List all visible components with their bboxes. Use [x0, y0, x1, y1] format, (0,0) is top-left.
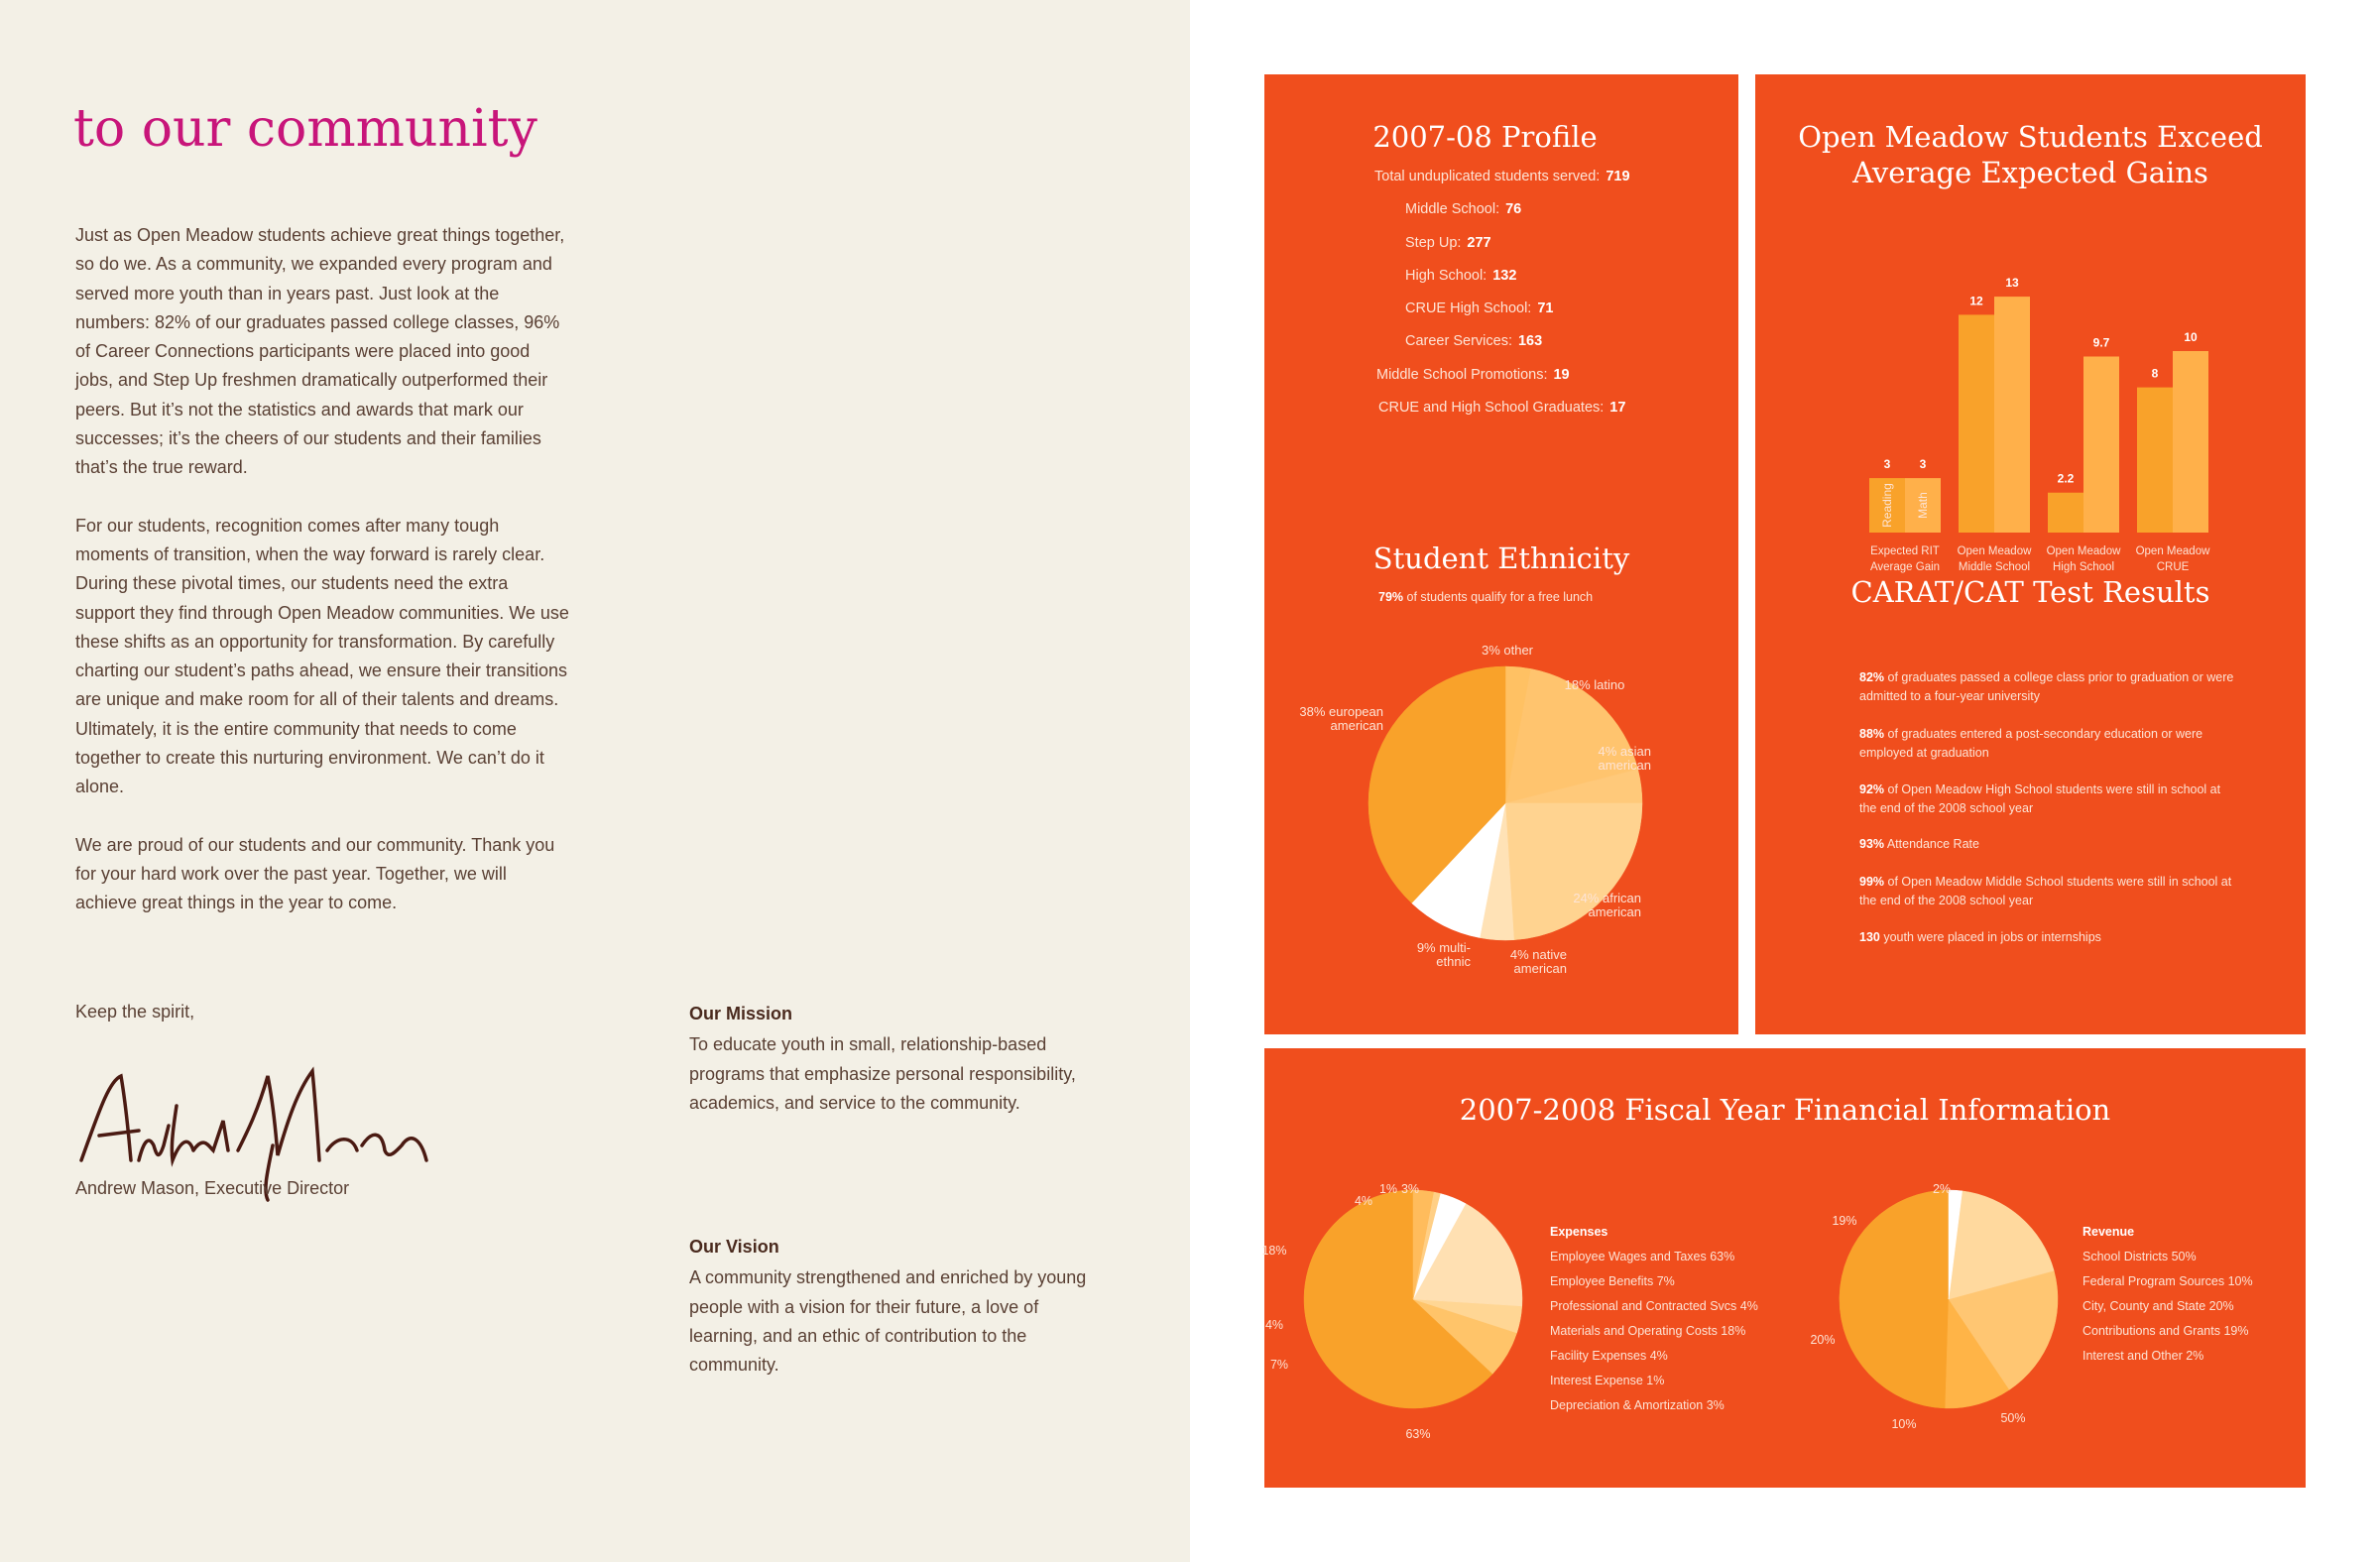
pie-label: 50% [2000, 1411, 2026, 1425]
bar-value-label: 13 [2005, 276, 2019, 291]
pie-label: 19% [1832, 1214, 1857, 1228]
series-label: Math [1916, 492, 1930, 519]
vision-text: A community strengthened and enriched by young people with a vision for their future, a love of learning, and an ethic of contribution to the community. [689, 1267, 1087, 1376]
profile-list [1374, 169, 1630, 432]
bar-value-label: 3 [1883, 457, 1891, 472]
vision-title: Our Vision [689, 1237, 779, 1257]
letter-paragraph: Just as Open Meadow students achieve great things together, so do we. As a community, we expanded every program and served more youth than in years past. Just look at the numbers: 82% of our graduates passed college classes, 96% of Career Connections participants were placed into good jobs, and Step Up freshmen dramatically outperformed their peers. But it’s not the statistics and awards that mark our successes; it’s the cheers of our students and their families that’s the true reward. [75, 225, 565, 478]
pie-label: 24% african american [1573, 891, 1641, 919]
expenses-pie-chart [1261, 1170, 1567, 1441]
bar-value-label: 2.2 [2057, 471, 2075, 486]
pie-label: 4% native american [1509, 947, 1567, 976]
legend-item: School Districts 50% [2082, 1250, 2197, 1263]
mission-section [689, 1000, 1106, 1118]
pie-label: 18% [1261, 1244, 1287, 1258]
profile-row: Career Services: 163 [1405, 333, 1543, 350]
letter-paragraph: We are proud of our students and our community. Thank you for your hard work over the past year. Together, we will achieve great things in the year to come. [75, 834, 555, 913]
mission-title: Our Mission [689, 1004, 793, 1023]
stat-item: 130 youth were placed in jobs or internships [1859, 930, 2101, 944]
bar-value-label: 8 [2151, 366, 2159, 381]
bar-value-label: 9.7 [2092, 335, 2110, 350]
profile-row: Middle School: 76 [1405, 201, 1522, 218]
legend-item: Depreciation & Amortization 3% [1550, 1398, 1725, 1412]
stat-item: 92% of Open Meadow High School students were still in school at the end of the 2008 school year [1859, 782, 2221, 815]
bar [2137, 388, 2173, 533]
gains-bar-chart [1755, 228, 2306, 585]
pie-label: 10% [1891, 1417, 1917, 1431]
letter-body [75, 221, 571, 947]
legend-item: Contributions and Grants 19% [2082, 1324, 2249, 1338]
profile-row: Step Up: 277 [1405, 234, 1491, 251]
legend-item: Interest and Other 2% [2082, 1349, 2204, 1363]
stat-item: 99% of Open Meadow Middle School students were still in school at the end of the 2008 school year [1859, 875, 2232, 907]
pie-label: 63% [1405, 1427, 1431, 1441]
expenses-legend-title: Expenses [1550, 1225, 1608, 1239]
pie-label: 4% [1264, 1318, 1284, 1332]
signoff: Keep the spirit, [75, 1002, 195, 1021]
stat-item: 93% Attendance Rate [1859, 837, 1979, 851]
revenue-legend-title: Revenue [2082, 1225, 2135, 1239]
pie-label: 7% [1269, 1358, 1289, 1372]
bar [1994, 297, 2030, 533]
letter-paragraph: For our students, recognition comes after many tough moments of transition, when the way forward is rarely clear. During these pivotal times, our students need the extra support they find through Open Meadow communities. We use these shifts as an opportunity for transformation. By carefully charting our student’s paths ahead, we ensure their transitions are unique and make room for all of their talents and dreams. Ultimately, it is the entire community that needs to come together to create this nurturing environment. We can’t do it alone. [75, 515, 569, 797]
vision-section [689, 1233, 1106, 1380]
bar-value-label: 3 [1919, 457, 1927, 472]
legend-item: Materials and Operating Costs 18% [1550, 1324, 1746, 1338]
mission-text: To educate youth in small, relationship-based programs that emphasize personal responsibility, academics, and service to the community. [689, 1034, 1076, 1113]
profile-title: 2007-08 Profile [1372, 120, 1598, 154]
category-label: Expected RIT Average Gain [1869, 545, 1941, 573]
signature-text: Andrew Mason [69, 1038, 176, 1055]
ethnicity-title: Student Ethnicity [1372, 541, 1630, 575]
pie-label: 4% asian american [1598, 744, 1651, 773]
profile-row: Middle School Promotions: 19 [1376, 366, 1570, 383]
profile-row: Total unduplicated students served: 719 [1374, 169, 1630, 184]
bar [2173, 351, 2208, 533]
ethnicity-pie-chart [1264, 625, 1738, 992]
profile-row: CRUE and High School Graduates: 17 [1378, 400, 1626, 417]
pie-label: 2% [1932, 1182, 1952, 1196]
bar-value-label: 10 [2184, 330, 2198, 344]
lunch-stat: 79% of students qualify for a free lunch [1378, 590, 1594, 604]
pie-label: 9% multi-ethnic [1416, 940, 1471, 969]
pie-label: 18% latino [1564, 677, 1625, 692]
revenue-pie-chart [1805, 1170, 2102, 1438]
series-label: Reading [1880, 483, 1894, 528]
legend-item: Professional and Contracted Svcs 4% [1550, 1299, 1758, 1313]
pie-label: 38% european american [1299, 704, 1383, 733]
expenses-legend [1550, 1220, 1758, 1418]
bar [2083, 356, 2119, 533]
pie-label: 3% [1400, 1182, 1420, 1196]
bar-value-label: 12 [1969, 294, 1983, 308]
legend-item: Interest Expense 1% [1550, 1374, 1665, 1387]
gains-subtitle: CARAT/CAT Test Results [1850, 575, 2210, 609]
pie-label: 1% [1378, 1182, 1398, 1196]
pie-label: 20% [1810, 1333, 1836, 1347]
profile-row: CRUE High School: 71 [1405, 300, 1554, 317]
page-title: to our community [73, 99, 537, 159]
legend-item: Employee Wages and Taxes 63% [1550, 1250, 1735, 1263]
category-label: Open Meadow High School [2046, 545, 2121, 573]
bar [2048, 493, 2083, 533]
signer-name: Andrew Mason, Executive Director [75, 1178, 350, 1198]
gains-title: Open Meadow Students Exceed Average Expected Gains [1798, 120, 2263, 189]
pie-label: 4% [1354, 1194, 1373, 1208]
bar [1959, 314, 1994, 533]
financial-title: 2007-2008 Fiscal Year Financial Information [1459, 1093, 2111, 1127]
stat-item: 88% of graduates entered a post-secondary education or were employed at graduation [1859, 727, 2203, 760]
revenue-legend [2082, 1220, 2253, 1369]
legend-item: Federal Program Sources 10% [2082, 1274, 2253, 1288]
category-label: Open Meadow CRUE [2135, 545, 2210, 573]
legend-item: Facility Expenses 4% [1550, 1349, 1668, 1363]
legend-item: Employee Benefits 7% [1550, 1274, 1675, 1288]
category-label: Open Meadow Middle School [1957, 545, 2032, 573]
pie-label: 3% other [1481, 643, 1534, 658]
legend-item: City, County and State 20% [2082, 1299, 2234, 1313]
pie-slice [1505, 803, 1642, 940]
profile-row: High School: 132 [1405, 267, 1517, 284]
stat-item: 82% of graduates passed a college class prior to graduation or were admitted to a four-year university [1859, 670, 2234, 703]
